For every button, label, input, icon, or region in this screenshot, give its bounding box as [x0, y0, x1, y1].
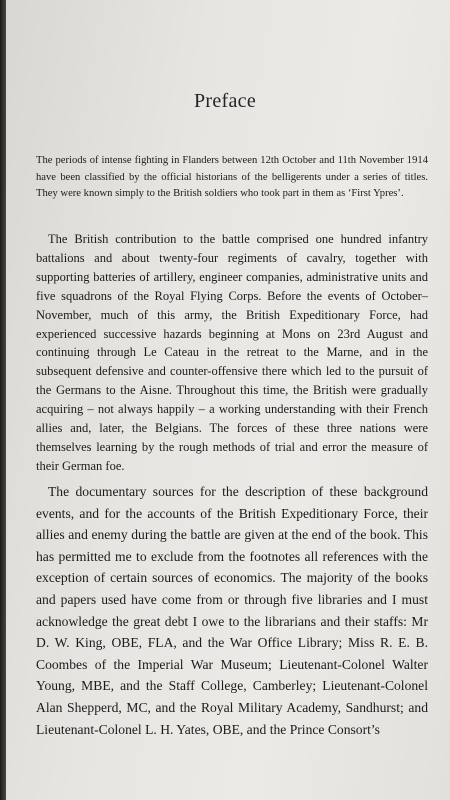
paragraph-2: The British contribution to the battle comprised one hundred infantry battalions and about twenty-four regiments of cavalry, together with supporting batteries of artillery, engineer companies, administrative units and five squadrons of the Royal Flying Corps. Before the events of October–November, much of this army, the British Expeditionary Force, had experienced successive hazards beginning at Mons on 23rd August and continuing through Le Cateau in the retreat to the Marne, and in the subsequent defensive and counter-offensive there which led to the pursuit of the Germans to the Aisne. Throughout this time, the British were gradually acquiring – not always happily – a working understanding with their French allies and, later, the Belgians. The forces of these three nations were themselves learning by the rough methods of trial and error the measure of their German foe. — [36, 232, 428, 473]
paragraph-1: The periods of intense fighting in Flanders between 12th October and 11th November 1914 have been classified by the official historians of the belligerents under a series of titles. They were known simply to the British soldiers who took part in them as ‘First Ypres’. — [36, 155, 428, 200]
paragraph-3: The documentary sources for the description of these background events, and for the accounts of the British Expeditionary Force, their allies and enemy during the battle are given at the end of the book. This has permitted me to exclude from the footnotes all references with the exception of certain sources of economics. The majority of the books and papers used have come from or through five libraries and I must acknowledge the great debt I owe to the librarians and their staffs: Mr D. W. King, OBE, FLA, and the War Office Library; Miss R. E. B. Coombes of the Imperial War Museum; Lieutenant-Colonel Walter Young, MBE, and the Staff College, Camberley; Lieutenant-Colonel Alan Shepperd, MC, and the Royal Military Academy, Sandhurst; and Lieutenant-Colonel L. H. Yates, OBE, and the Prince Consort’s — [36, 484, 428, 737]
page-edge — [0, 0, 6, 800]
body-text-block-3 — [36, 481, 428, 740]
page-title: Preface — [193, 90, 257, 112]
body-text-block-1 — [36, 153, 428, 203]
body-text-block-2 — [36, 230, 428, 476]
